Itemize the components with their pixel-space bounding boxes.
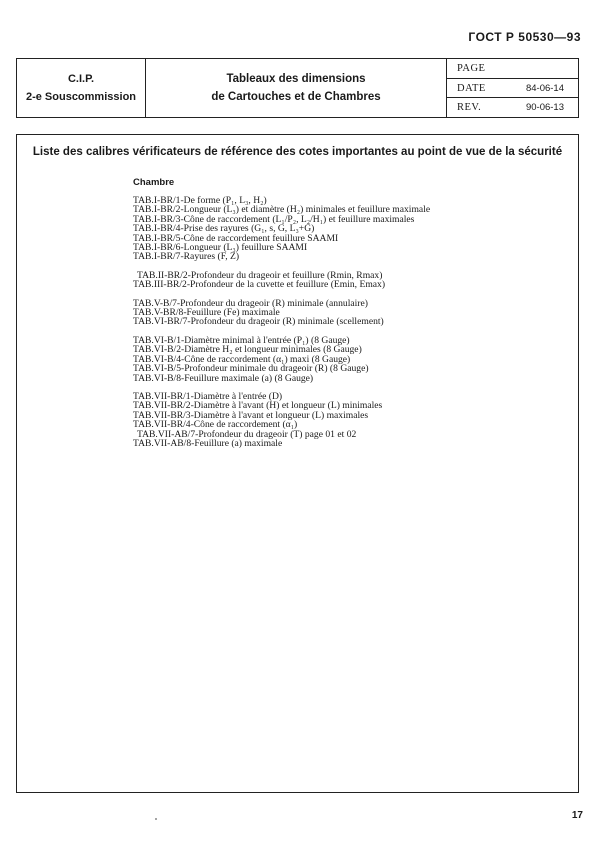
page-label: PAGE [457, 62, 486, 74]
list-item: TAB.I-BR/4-Prise des rayures (G₁, s, G, L₃+G) [133, 223, 315, 235]
list-title: Liste des calibres vérificateurs de référence des cotes importantes au point de vue de la sécurité [32, 146, 563, 158]
list-item: TAB.I-BR/2-Longueur (L₃) et diamètre (H₂) minimales et feuillure maximale [133, 204, 431, 216]
list-item: TAB.VI-B/8-Feuillure maximale (a) (8 Gauge) [133, 372, 314, 384]
list-item: TAB.I-BR/5-Cône de raccordement feuillure SAAMI [133, 232, 339, 244]
revision-row [447, 97, 578, 117]
list-item: TAB.II-BR/2-Profondeur du drageoir et feuillure (Rmin, Rmax) [137, 269, 383, 281]
date-label: DATE [457, 82, 486, 94]
subcommission-name: 2-e Souscommission [25, 91, 137, 103]
page-row [447, 59, 578, 78]
list-item: TAB.III-BR/2-Profondeur de la cuvette et feuillure (Emin, Emax) [133, 279, 386, 291]
reference-list [133, 196, 573, 457]
group-tab-v [133, 299, 573, 327]
group-tab-vi [133, 336, 573, 383]
list-item: TAB.V-BR/8-Feuillure (Fe) maximale [133, 307, 280, 319]
document-title-line1: Tableaux des dimensions [226, 73, 366, 85]
header-table [16, 58, 579, 118]
list-item: TAB.VII-BR/3-Diamètre à l'avant et longueur (L) maximales [133, 409, 369, 421]
page-number: 17 [571, 810, 583, 821]
group-tab-i [133, 196, 573, 262]
list-item: TAB.VII-BR/2-Diamètre à l'avant (H) et longueur (L) minimales [133, 400, 383, 412]
list-item: TAB.I-BR/3-Cône de raccordement (L₁/P₂, L₂/H₁) et feuillure maximales [133, 213, 415, 225]
list-item: TAB.I-BR/1-De forme (P₁, L₃, H₂) [133, 195, 267, 206]
revision-value: 90-06-13 [525, 102, 564, 114]
group-tab-vii [133, 392, 573, 448]
date-row [447, 78, 578, 98]
content-frame [16, 134, 579, 793]
document-title-line2: de Cartouches et de Chambres [211, 91, 381, 103]
list-item: TAB.VI-B/4-Cône de raccordement (α₁) maxi (8 Gauge) [133, 353, 351, 365]
list-item: TAB.I-BR/6-Longueur (L₃) feuillure SAAMI [133, 242, 308, 254]
scan-speck [155, 818, 157, 820]
group-tab-ii-iii [133, 271, 573, 290]
organization-cell [17, 59, 146, 117]
revision-label: REV. [457, 102, 482, 114]
date-value: 84-06-14 [525, 82, 564, 94]
section-heading: Chambre [133, 177, 175, 188]
standard-number: ГОСТ Р 50530—93 [468, 30, 581, 44]
list-item: TAB.VII-BR/4-Cône de raccordement (α₁) [133, 419, 298, 431]
document-title-cell [146, 59, 447, 117]
list-item: TAB.VI-B/5-Profondeur minimale du drageoir (R) (8 Gauge) [133, 363, 369, 375]
list-item: TAB.VI-B/2-Diamètre H₂ et longueur minimales (8 Gauge) [133, 344, 362, 356]
organization-name: C.I.P. [67, 73, 95, 85]
list-item: TAB.VI-BR/7-Profondeur du drageoir (R) minimale (scellement) [133, 316, 384, 328]
list-item: TAB.I-BR/7-Rayures (F, Z) [133, 251, 240, 263]
list-item: TAB.VI-B/1-Diamètre minimal à l'entrée (P₁) (8 Gauge) [133, 334, 350, 346]
metadata-cell [447, 59, 578, 117]
list-item: TAB.VII-AB/8-Feuillure (a) maximale [133, 437, 283, 449]
list-item: TAB.VII-BR/1-Diamètre à l'entrée (D) [133, 390, 283, 402]
list-item: TAB.V-B/7-Profondeur du drageoir (R) minimale (annulaire) [133, 297, 368, 309]
list-item: TAB.VII-AB/7-Profondeur du drageoir (T) page 01 et 02 [137, 428, 357, 440]
